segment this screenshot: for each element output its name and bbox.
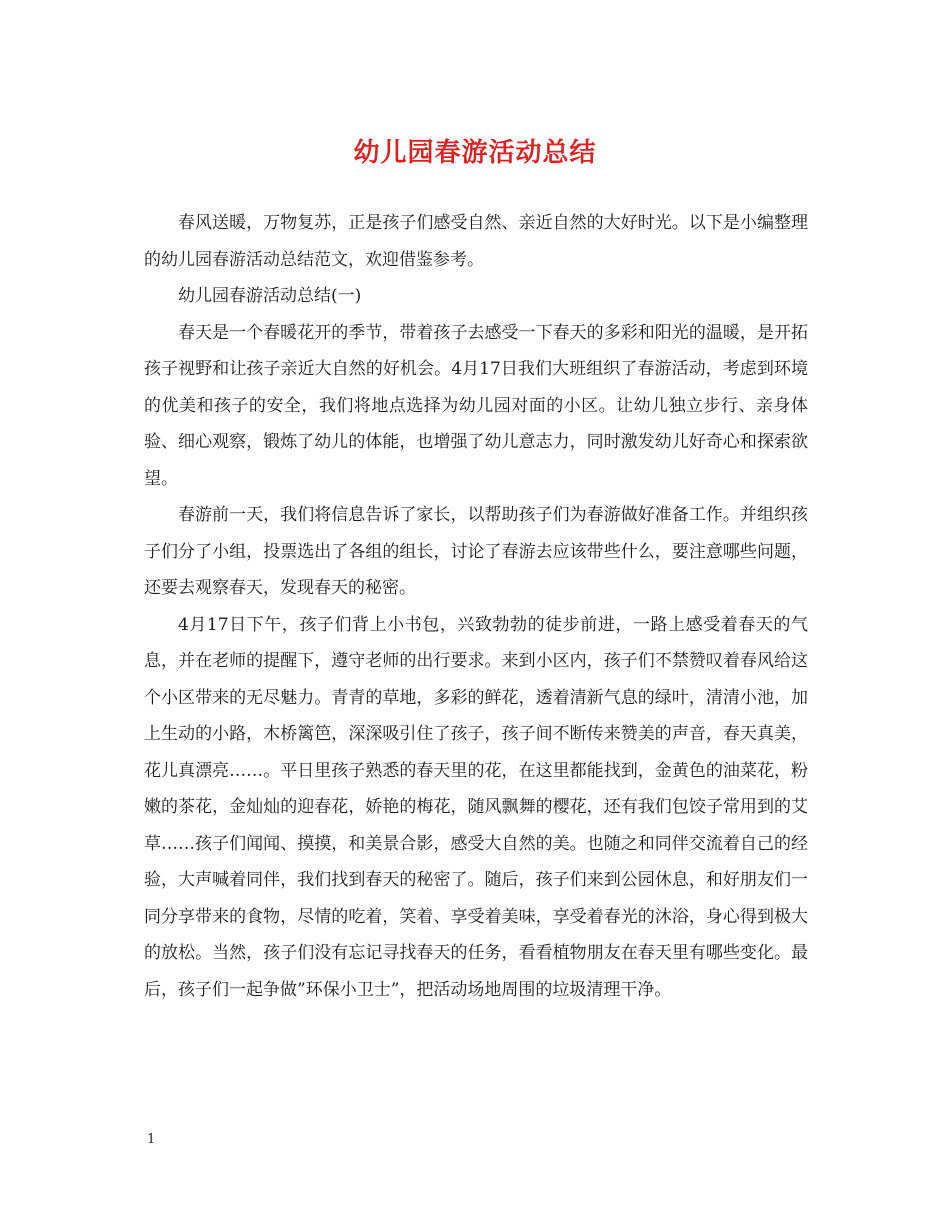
intro-paragraph: 春风送暖，万物复苏，正是孩子们感受自然、亲近自然的大好时光。以下是小编整理的幼儿园春游活动总结范文，欢迎借鉴参考。 — [144, 213, 808, 270]
document-title: 幼儿园春游活动总结 — [353, 138, 597, 168]
document-body — [144, 205, 808, 1008]
body-paragraph: 4月17日下午，孩子们背上小书包，兴致勃勃的徒步前进，一路上感受着春天的气息，并在老师的提醒下，遵守老师的出行要求。来到小区内，孩子们不禁赞叹着春风给这个小区带来的无尽魅力。青青的草地，多彩的鲜花，透着清新气息的绿叶，清清小池，加上生动的小路，木桥篱笆，深深吸引住了孩子，孩子间不断传来赞美的声音，春天真美，花儿真漂亮……。平日里孩子熟悉的春天里的花，在这里都能找到，金黄色的油菜花，粉嫩的茶花，金灿灿的迎春花，娇艳的梅花，随风飘舞的樱花，还有我们包饺子常用到的艾草……孩子们闻闻、摸摸，和美景合影，感受大自然的美。也随之和同伴交流着自己的经验，大声喊着同伴，我们找到春天的秘密了。随后，孩子们来到公园休息，和好朋友们一同分享带来的食物，尽情的吃着，笑着、享受着美味，享受着春光的沐浴，身心得到极大的放松。当然，孩子们没有忘记寻找春天的任务，看看植物朋友在春天里有哪些变化。最后，孩子们一起争做”环保小卫士”，把活动场地周围的垃圾清理干净。 — [144, 614, 808, 1000]
section-heading: 幼儿园春游活动总结(一) — [178, 286, 362, 306]
body-paragraph: 春天是一个春暖花开的季节，带着孩子去感受一下春天的多彩和阳光的温暖，是开拓孩子视野和让孩子亲近大自然的好机会。4月17日我们大班组织了春游活动，考虑到环境的优美和孩子的安全，我们将地点选择为幼儿园对面的小区。让幼儿独立步行、亲身体验、细心观察，锻炼了幼儿的体能，也增强了幼儿意志力，同时激发幼儿好奇心和探索欲望。 — [144, 322, 808, 489]
body-paragraph: 春游前一天，我们将信息告诉了家长，以帮助孩子们为春游做好准备工作。并组织孩子们分了小组，投票选出了各组的组长，讨论了春游去应该带些什么，要注意哪些问题，还要去观察春天，发现春天的秘密。 — [144, 505, 808, 598]
page-number: 1 — [147, 1132, 156, 1147]
